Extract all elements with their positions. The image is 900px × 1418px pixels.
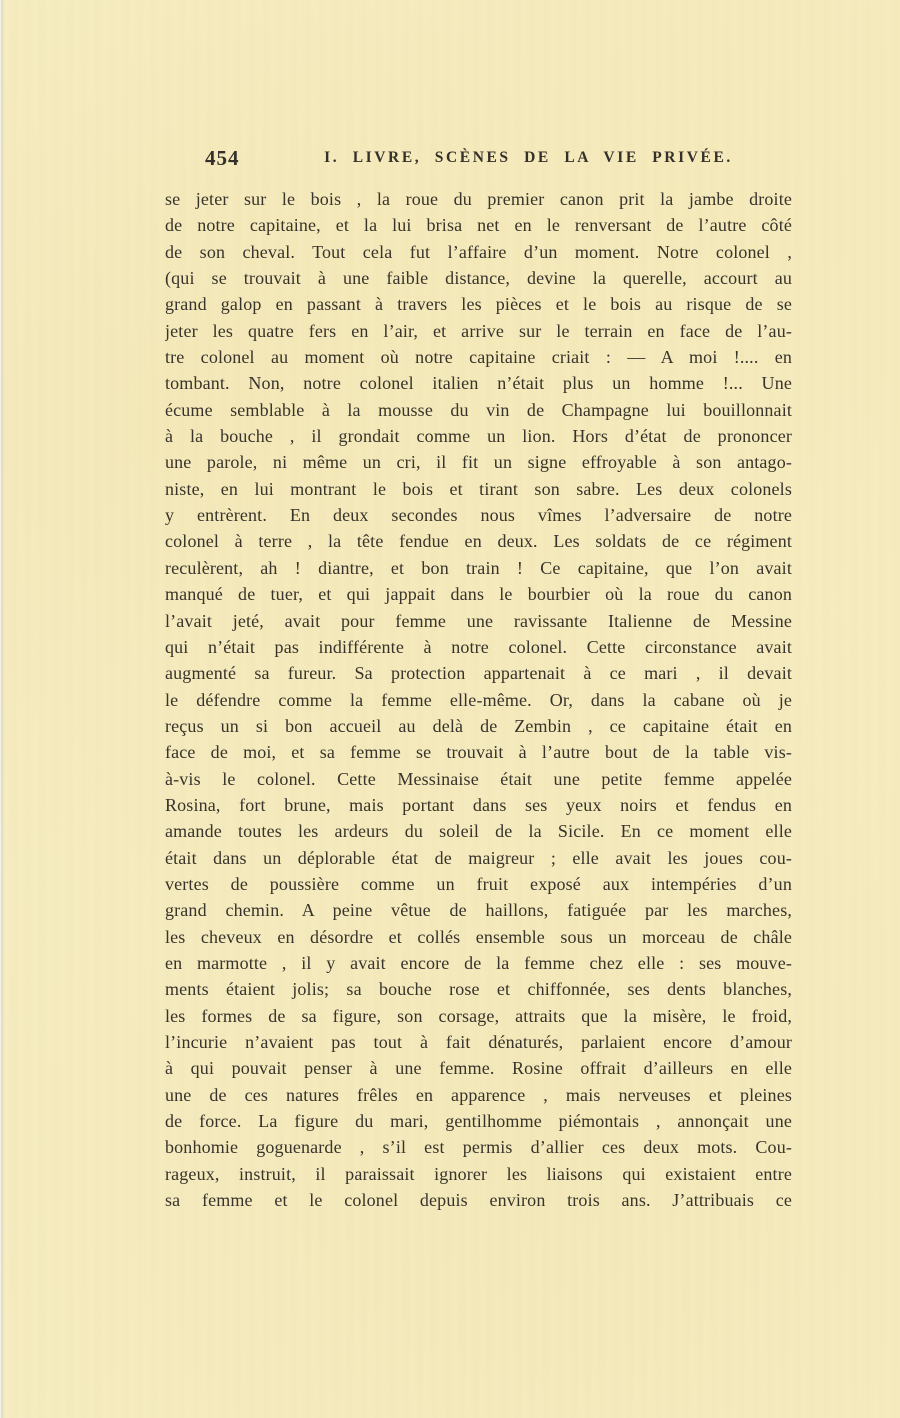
text-line: les cheveux en désordre et collés ensemble sous un morceau de châle	[165, 926, 792, 947]
text-line: de son cheval. Tout cela fut l’affaire d’un moment. Notre colonel ,	[165, 241, 792, 262]
text-line: sa femme et le colonel depuis environ trois ans. J’attribuais ce	[165, 1190, 792, 1211]
text-line: de force. La figure du mari, gentilhomme piémontais , annonçait une	[165, 1111, 792, 1132]
text-line: à la bouche , il grondait comme un lion. Hors d’état de prononcer	[165, 426, 792, 447]
scan-edge	[0, 0, 4, 1418]
text-line: une de ces natures frêles en apparence , mais nerveuses et pleines	[165, 1084, 792, 1105]
page-header	[165, 146, 792, 172]
text-line: de notre capitaine, et la lui brisa net en le renversant de l’autre côté	[165, 215, 792, 236]
text-line: grand chemin. A peine vêtue de haillons, fatiguée par les marches,	[165, 900, 792, 921]
text-line: les formes de sa figure, son corsage, attraits que la misère, le froid,	[165, 1005, 792, 1026]
body-text	[165, 186, 792, 1213]
page-number: 454	[205, 146, 240, 170]
book-page	[165, 146, 792, 1213]
text-line: vertes de poussière comme un fruit exposé aux intempéries d’un	[165, 873, 792, 894]
text-line: qui n’était pas indifférente à notre colonel. Cette circonstance avait	[165, 636, 792, 657]
text-line: en marmotte , il y avait encore de la femme chez elle : ses mouve-	[165, 952, 792, 973]
text-line: reçus un si bon accueil au delà de Zembin , ce capitaine était en	[165, 715, 792, 736]
text-line: tombant. Non, notre colonel italien n’était plus un homme !... Une	[165, 373, 792, 394]
text-line: amande toutes les ardeurs du soleil de la Sicile. En ce moment elle	[165, 821, 792, 842]
text-line: l’avait jeté, avait pour femme une ravissante Italienne de Messine	[165, 610, 792, 631]
text-line: manqué de tuer, et qui jappait dans le bourbier où la roue du canon	[165, 584, 792, 605]
text-line: y entrèrent. En deux secondes nous vîmes l’adversaire de notre	[165, 505, 792, 526]
text-line: Rosina, fort brune, mais portant dans ses yeux noirs et fendus en	[165, 794, 792, 815]
text-line: à-vis le colonel. Cette Messinaise était une petite femme appelée	[165, 768, 792, 789]
text-line: se jeter sur le bois , la roue du premier canon prit la jambe droite	[165, 189, 792, 209]
text-line: était dans un déplorable état de maigreur ; elle avait les joues cou-	[165, 847, 792, 868]
running-title: I. LIVRE, SCÈNES DE LA VIE PRIVÉE.	[324, 149, 733, 166]
text-line: rageux, instruit, il paraissait ignorer les liaisons qui existaient entre	[165, 1163, 792, 1184]
text-line: le défendre comme la femme elle-même. Or, dans la cabane où je	[165, 689, 792, 710]
text-line: à qui pouvait penser à une femme. Rosine offrait d’ailleurs en elle	[165, 1058, 792, 1079]
text-line: tre colonel au moment où notre capitaine criait : — A moi !.... en	[165, 347, 792, 368]
text-line: augmenté sa fureur. Sa protection appartenait à ce mari , il devait	[165, 663, 792, 684]
text-line: l’incurie n’avaient pas tout à fait dénaturés, parlaient encore d’amour	[165, 1032, 792, 1052]
text-line: bonhomie goguenarde , s’il est permis d’allier ces deux mots. Cou-	[165, 1137, 792, 1158]
text-line: reculèrent, ah ! diantre, et bon train ! Ce capitaine, que l’on avait	[165, 557, 792, 578]
text-line: (qui se trouvait à une faible distance, devine la querelle, accourt au	[165, 268, 792, 289]
text-line: une parole, ni même un cri, il fit un signe effroyable à son antago-	[165, 452, 792, 473]
text-line: niste, en lui montrant le bois et tirant son sabre. Les deux colonels	[165, 478, 792, 499]
text-line: jeter les quatre fers en l’air, et arrive sur le terrain en face de l’au-	[165, 320, 792, 341]
text-line: écume semblable à la mousse du vin de Champagne lui bouillonnait	[165, 399, 792, 420]
text-line: colonel à terre , la tête fendue en deux. Les soldats de ce régiment	[165, 531, 792, 552]
text-line: ments étaient jolis; sa bouche rose et chiffonnée, ses dents blanches,	[165, 979, 792, 1000]
text-line: grand galop en passant à travers les pièces et le bois au risque de se	[165, 294, 792, 315]
text-line: face de moi, et sa femme se trouvait à l’autre bout de la table vis-	[165, 742, 792, 763]
